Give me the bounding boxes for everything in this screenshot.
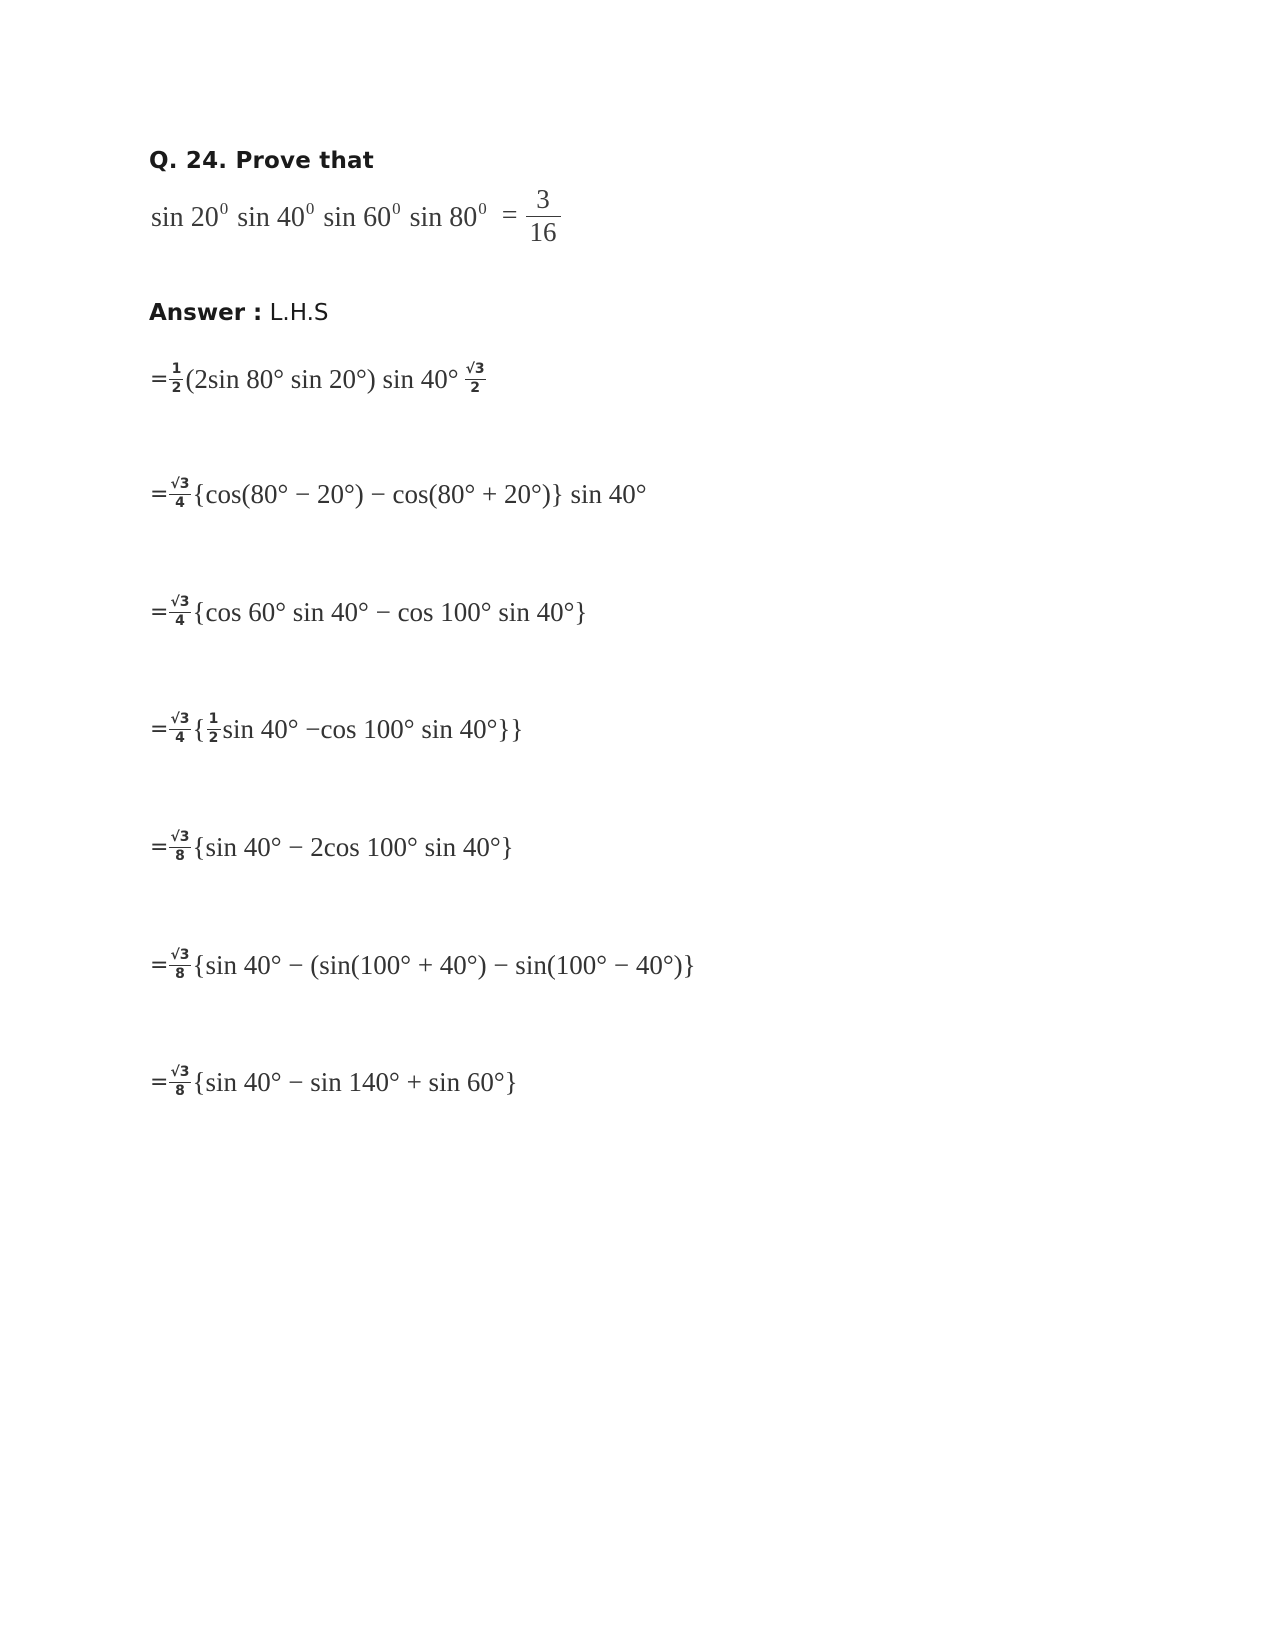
fraction-numerator: 1	[171, 361, 182, 377]
fraction-denominator: 8	[175, 1082, 185, 1099]
fraction-numerator: 3	[536, 184, 550, 215]
question-heading: Q. 24. Prove that	[149, 148, 374, 174]
fraction-denominator: 4	[175, 494, 185, 511]
coefficient-fraction	[169, 947, 190, 983]
fraction-denominator: 16	[529, 216, 557, 247]
solution-step	[150, 1050, 518, 1114]
coefficient-fraction	[169, 476, 190, 512]
fraction-numerator: √3	[170, 594, 190, 610]
solution-step	[150, 697, 523, 761]
equals-sign: =	[150, 366, 169, 392]
open-brace: {	[192, 713, 206, 744]
fraction-numerator: √3	[170, 711, 190, 727]
fraction-denominator: 8	[175, 847, 185, 864]
inner-fraction	[207, 711, 221, 747]
solution-step	[150, 815, 514, 879]
solution-step	[150, 933, 696, 997]
statement-term: $\sin 60^0$	[323, 198, 401, 233]
fraction-numerator: √3	[465, 361, 485, 377]
step-expression: {sin 40° − sin 140° + sin 60°}	[192, 1066, 518, 1097]
step-expression: {sin 40° − 2cos 100° sin 40°}	[192, 831, 514, 862]
step-expression: sin 40° −cos 100° sin 40°}}	[222, 713, 524, 744]
step-expression: (2sin 80° sin 20°) sin 40°	[185, 363, 459, 394]
equals-sign: =	[150, 599, 169, 625]
fraction-numerator: 1	[208, 711, 219, 727]
statement-term: $\sin 20^0$	[151, 198, 229, 233]
coefficient-fraction	[169, 1064, 190, 1100]
step-expression: {sin 40° − (sin(100° + 40°) − sin(100° − 40°)}	[192, 949, 696, 980]
equals-sign: =	[150, 834, 169, 860]
rhs-fraction	[526, 184, 561, 247]
trailing-fraction	[465, 361, 486, 397]
statement-term: $\sin 40^0$	[237, 198, 315, 233]
equals-sign: =	[150, 716, 169, 742]
equals-sign: =	[150, 1069, 169, 1095]
fraction-denominator: 4	[175, 612, 185, 629]
equals-sign: =	[150, 481, 169, 507]
coefficient-fraction	[169, 361, 183, 397]
statement-term: $\sin 80^0$	[409, 198, 487, 233]
fraction-denominator: 2	[208, 729, 219, 746]
fraction-numerator: √3	[170, 476, 190, 492]
answer-label: Answer :	[149, 300, 263, 326]
solution-step	[150, 347, 486, 411]
equals-sign: =	[501, 200, 518, 231]
coefficient-fraction	[169, 829, 190, 865]
fraction-numerator: √3	[170, 1064, 190, 1080]
fraction-numerator: √3	[170, 947, 190, 963]
equals-sign: =	[150, 952, 169, 978]
fraction-denominator: 4	[175, 729, 185, 746]
fraction-denominator: 2	[171, 379, 182, 396]
fraction-numerator: √3	[170, 829, 190, 845]
step-expression: {cos 60° sin 40° − cos 100° sin 40°}	[192, 596, 588, 627]
solution-step	[150, 580, 587, 644]
coefficient-fraction	[169, 711, 190, 747]
answer-text: L.H.S	[269, 300, 329, 326]
coefficient-fraction	[169, 594, 190, 630]
fraction-denominator: 2	[470, 379, 481, 396]
problem-statement	[151, 176, 561, 256]
solution-step	[150, 462, 647, 526]
fraction-denominator: 8	[175, 965, 185, 982]
answer-line	[149, 300, 329, 326]
step-expression: {cos(80° − 20°) − cos(80° + 20°)} sin 40°	[192, 478, 647, 509]
